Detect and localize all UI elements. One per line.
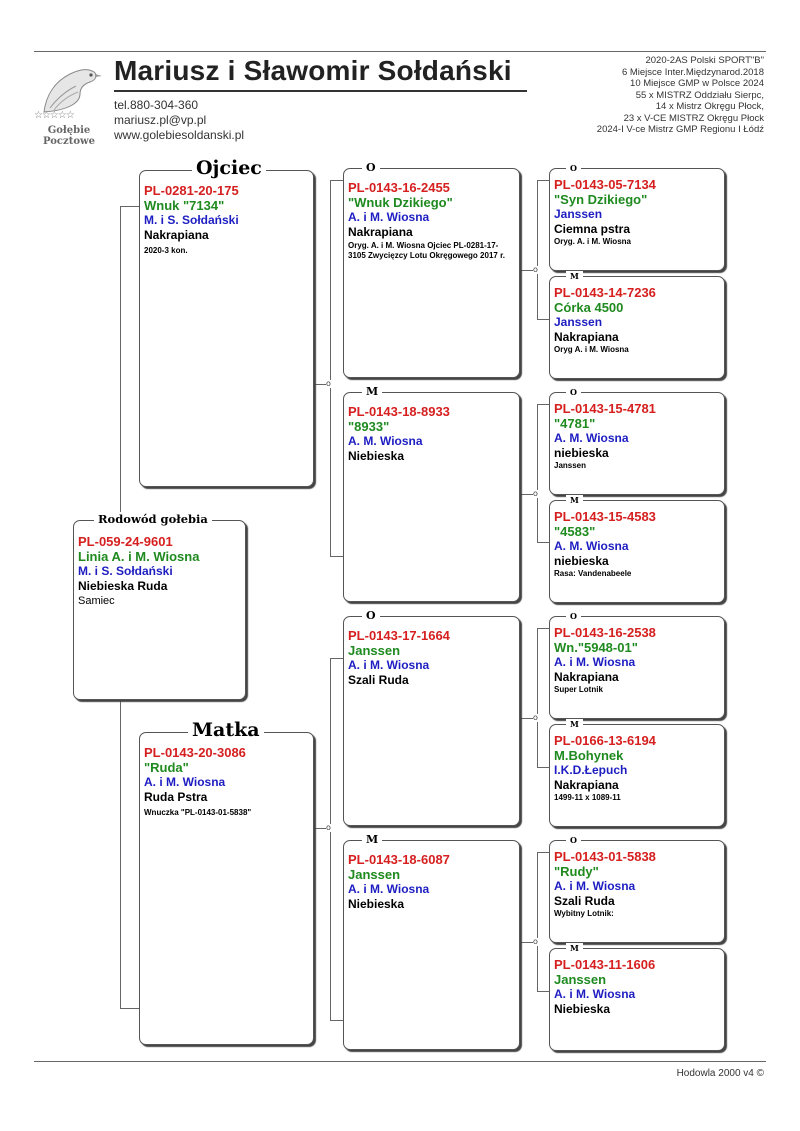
contact-info [114,98,244,143]
pedigree-note: Super Lotnik [554,685,603,694]
ring-symbol: o [533,937,538,946]
logo [36,56,106,156]
great-grandparent-card [549,719,725,827]
ring-symbol: o [533,489,538,498]
pedigree-note: 1499-11 x 1089-11 [554,793,621,802]
breeder-name: A. M. Wiosna [554,431,629,445]
ring-number: PL-0143-11-1606 [554,957,656,972]
pigeon-name: "Rudy" [554,864,599,879]
connector [537,180,538,319]
ring-symbol: o [326,379,331,388]
connector [330,658,344,659]
great-grandparent-card [549,611,725,719]
plumage-color: Nakrapiana [348,225,413,239]
mother-name: "Ruda" [144,760,189,775]
achievement-line: 14 x Mistrz Okręgu Płock, [655,101,764,112]
card-legend: M [566,271,583,281]
subject-legend: Rodowód gołebia [94,512,212,526]
breeder-name: A. M. Wiosna [348,434,423,448]
breeder-name: A. i M. Wiosna [554,655,636,669]
ring-symbol: o [326,823,331,832]
mother-card [139,719,314,1045]
achievements-list [504,55,764,136]
breeder-name: A. i M. Wiosna [554,879,636,893]
father-legend: Ojciec [192,157,266,179]
ring-number: PL-0143-17-1664 [348,628,450,643]
header-top-rule [34,51,766,52]
achievement-line: 23 x V-CE MISTRZ Okręgu Płock [623,112,764,124]
logo-stars: ☆☆☆☆☆ [34,110,74,121]
card-legend: M [362,385,382,399]
pigeon-name: Córka 4500 [554,300,624,315]
plumage-color: Niebieska [554,1002,611,1016]
connector [330,1020,344,1021]
pedigree-note: Oryg. A. i M. Wiosna [554,237,631,246]
connector [330,180,331,556]
plumage-color: Szali Ruda [554,894,615,908]
paternal-grandmother-card [343,385,520,602]
mother-ring: PL-0143-20-3086 [144,745,246,760]
breeder-name: Janssen [554,207,603,221]
plumage-color: niebieska [554,446,609,460]
connector [537,628,538,767]
pigeon-name: Wn."5948-01" [554,640,638,655]
email-text: mariusz.pl@vp.pl [114,113,207,127]
subject-card [73,512,246,700]
maternal-grandmother-card [343,833,520,1050]
pigeon-name: "Syn Dzikiego" [554,192,648,207]
breeder-name: A. i M. Wiosna [348,658,430,672]
subject-sex: Samiec [78,595,115,607]
logo-text-line2: Pocztowe [43,136,95,147]
card-legend: O [566,611,581,621]
subject-name: Linia A. i M. Wiosna [78,549,200,564]
mother-legend: Matka [188,719,264,741]
connector [120,1008,140,1009]
mother-breeder: A. i M. Wiosna [144,775,226,789]
ring-number: PL-0143-05-7134 [554,177,656,192]
connector [120,698,121,1008]
plumage-color: Niebieska [348,897,405,911]
card-legend: O [566,835,581,845]
pigeon-name: "Wnuk Dzikiego" [348,195,453,210]
ring-number: PL-0143-18-8933 [348,404,450,419]
plumage-color: Nakrapiana [554,670,619,684]
subject-breeder: M. i S. Sołdański [78,564,173,578]
card-legend: O [566,163,581,173]
great-grandparent-card [549,163,725,271]
breeder-name: A. M. Wiosna [554,539,629,553]
card-legend: M [566,495,583,505]
ring-number: PL-0143-16-2538 [554,625,656,640]
footer-text: Hodowla 2000 v4 © [676,1068,764,1079]
connector [330,556,344,557]
pigeon-name: M.Bohynek [554,748,624,763]
card-legend: M [566,719,583,729]
father-card [139,157,314,487]
ring-number: PL-0143-18-6087 [348,852,450,867]
plumage-color: niebieska [554,554,609,568]
subject-ring: PL-059-24-9601 [78,534,173,549]
connector [120,206,121,521]
plumage-color: Niebieska [348,449,405,463]
father-color: Nakrapiana [144,228,209,242]
ring-number: PL-0143-01-5838 [554,849,656,864]
connector [120,206,140,207]
card-legend: O [362,609,380,623]
breeder-name: A. i M. Wiosna [348,210,430,224]
breeder-name: A. i M. Wiosna [348,882,430,896]
father-ring: PL-0281-20-175 [144,183,239,198]
connector [330,658,331,1020]
page-title: Mariusz i Sławomir Sołdański [114,55,512,86]
mother-note: Wnuczka "PL-0143-01-5838" [144,808,252,817]
mother-color: Ruda Pstra [144,790,208,804]
breeder-name: A. i M. Wiosna [554,987,636,1001]
pedigree-note: Rasa: Vandenabeele [554,569,632,578]
connector [537,852,538,991]
great-grandparent-card [549,943,725,1051]
plumage-color: Nakrapiana [554,330,619,344]
pigeon-logo-icon [36,56,106,118]
maternal-grandfather-card [343,609,520,826]
ring-number: PL-0143-15-4583 [554,509,656,524]
ring-number: PL-0143-16-2455 [348,180,450,195]
footer-rule [34,1061,766,1062]
ring-number: PL-0143-15-4781 [554,401,656,416]
card-legend: O [362,161,380,175]
ring-number: PL-0166-13-6194 [554,733,656,748]
pigeon-name: Janssen [348,643,401,658]
pigeon-name: Janssen [554,972,607,987]
pigeon-name: Janssen [348,867,401,882]
website-text: www.golebiesoldanski.pl [114,128,245,142]
ring-symbol: o [533,265,538,274]
father-note: 2020-3 kon. [144,246,188,255]
achievement-line: 2024-I V-ce Mistrz GMP Regionu I Łódź [596,124,764,135]
ring-number: PL-0143-14-7236 [554,285,656,300]
connector [537,404,538,542]
breeder-name: Janssen [554,315,603,329]
great-grandparent-card [549,271,725,379]
pedigree-note: Oryg A. i M. Wiosna [554,345,629,354]
plumage-color: Ciemna pstra [554,222,631,236]
breeder-name: I.K.D.Łepuch [554,763,628,777]
card-legend: O [566,387,581,397]
connector [330,180,344,181]
achievement-line: 10 Miejsce GMP w Polsce 2024 [630,78,764,89]
plumage-color: Nakrapiana [554,778,619,792]
pedigree-note: Oryg. A. i M. Wiosna Ojciec PL-0281-17-3105 Zwycięzcy Lotu Okręgowego 2017 r. [348,241,505,260]
pigeon-name: "4781" [554,416,596,431]
pedigree-note: Janssen [554,461,587,470]
logo-text-line1: Gołębie [47,125,91,136]
title-underline [114,90,527,92]
phone-text: tel.880-304-360 [114,98,199,112]
pigeon-name: "4583" [554,524,596,539]
ring-symbol: o [533,713,538,722]
great-grandparent-card [549,387,725,495]
subject-color: Niebieska Ruda [78,579,168,593]
pigeon-name: "8933" [348,419,390,434]
card-legend: M [362,833,382,847]
paternal-grandfather-card [343,161,520,378]
achievement-line: 6 Miejsce Inter.Międzynarod.2018 [621,66,764,78]
pedigree-note: Wybitny Lotnik: [554,909,614,918]
great-grandparent-card [549,495,725,603]
father-name: Wnuk "7134" [144,198,225,213]
card-legend: M [566,943,583,953]
achievement-line: 2020-2AS Polski SPORT"B" [645,55,764,66]
father-breeder: M. i S. Sołdański [144,213,239,227]
achievement-line: 55 x MISTRZ Oddziału Sierpc, [635,89,764,101]
great-grandparent-card [549,835,725,943]
plumage-color: Szali Ruda [348,673,409,687]
